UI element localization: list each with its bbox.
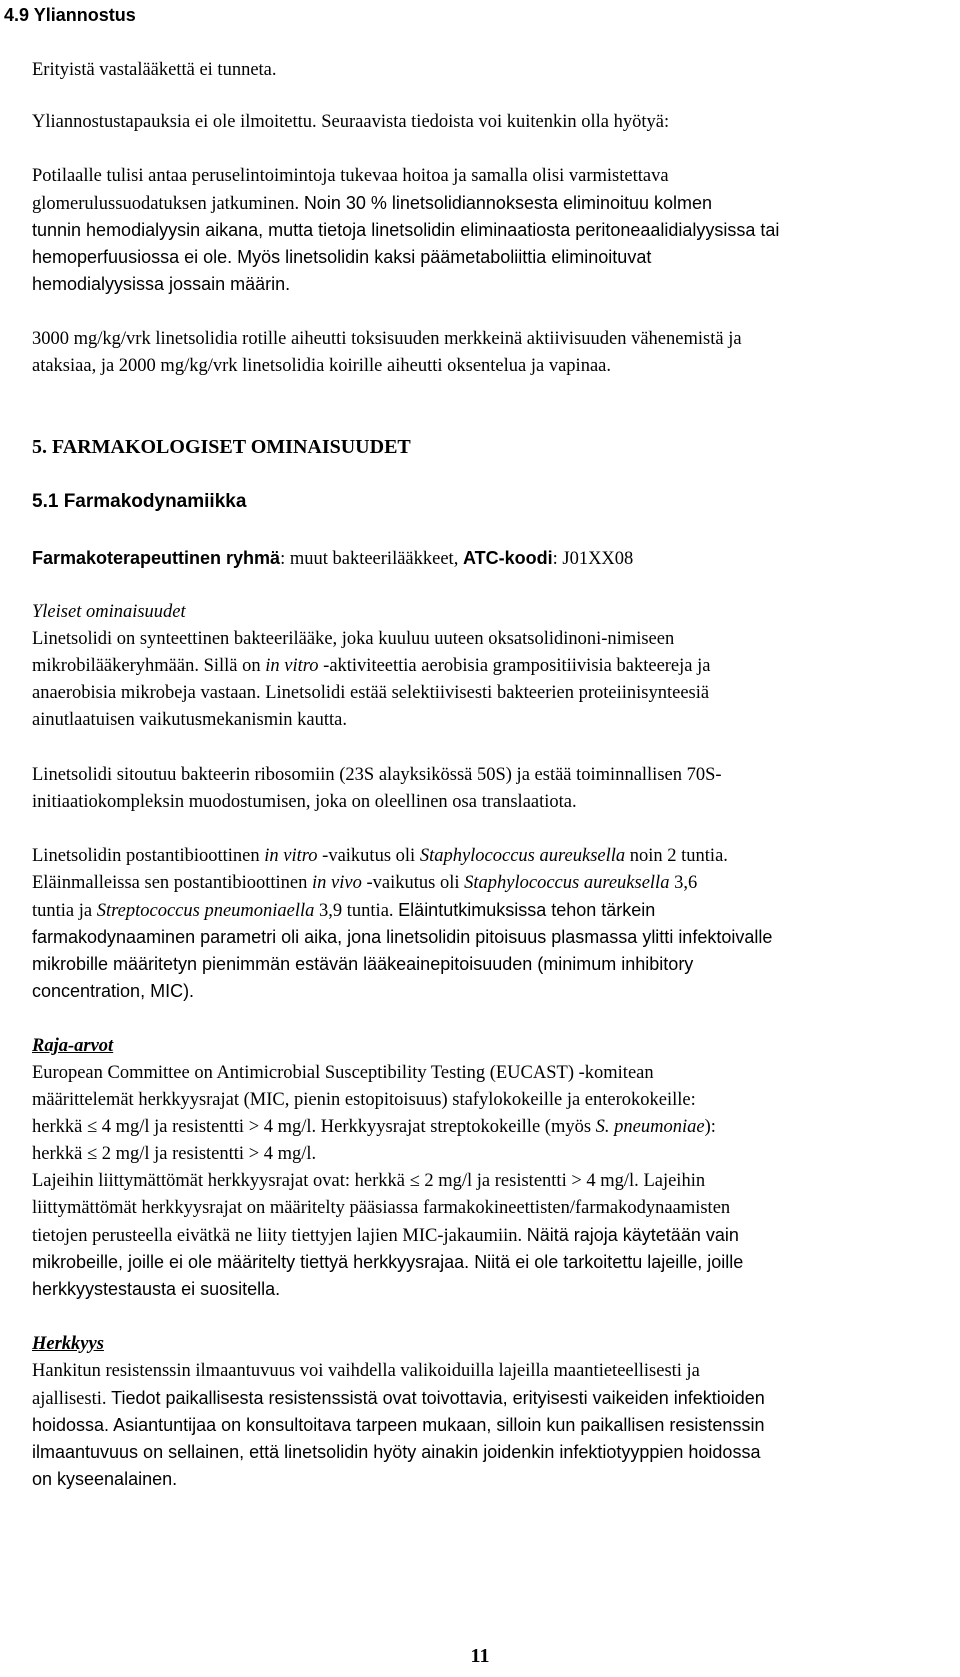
paragraph-line: ataksiaa, ja 2000 mg/kg/vrk linetsolidia koirille aiheutti oksentelua ja vapinaa. <box>32 356 611 376</box>
subheading-herkkyys: Herkkyys <box>32 1334 104 1354</box>
paragraph-line: Lajeihin liittymättömät herkkyysrajat ovat: herkkä ≤ 2 mg/l ja resistentti > 4 mg/l. Lajeihin <box>32 1171 706 1191</box>
paragraph-line: 3000 mg/kg/vrk linetsolidia rotille aiheutti toksisuuden merkkeinä aktiivisuuden vähenemistä ja <box>32 329 742 349</box>
paragraph-line: tietojen perusteella eivätkä ne liity tiettyjen lajien MIC-jakaumiin. Näitä rajoja käytetään vain <box>32 1225 739 1246</box>
paragraph-line: anaerobisia mikrobeja vastaan. Linetsolidi estää selektiivisesti bakteerien proteiinisynteesiä <box>32 683 710 703</box>
paragraph-line: on kyseenalainen. <box>32 1469 178 1489</box>
paragraph-line: Linetsolidi on synteettinen bakteerilääke, joka kuuluu uuteen oksatsolidinoni-nimiseen <box>32 629 675 649</box>
subheading-raja-arvot: Raja-arvot <box>32 1036 114 1056</box>
paragraph: Yliannostustapauksia ei ole ilmoitettu. Seuraavista tiedoista voi kuitenkin olla hyötyä: <box>32 112 670 132</box>
paragraph-line: Eläinmalleissa sen postantibioottinen in vivo -vaikutus oli Staphylococcus aureuksella 3,6 <box>32 873 698 893</box>
paragraph-line: hemodialyysissa jossain määrin. <box>32 274 291 294</box>
paragraph-line: ajallisesti. Tiedot paikallisesta resistenssistä ovat toivottavia, erityisesti vaikeiden infektioiden <box>32 1388 765 1409</box>
paragraph-line: Potilaalle tulisi antaa peruselintoimintoja tukevaa hoitoa ja samalla olisi varmistettava <box>32 166 669 186</box>
paragraph-line: farmakodynaaminen parametri oli aika, jona linetsolidin pitoisuus plasmassa ylitti infektoivalle <box>32 927 773 947</box>
paragraph-line: tuntia ja Streptococcus pneumoniaella 3,9 tuntia. Eläintutkimuksissa tehon tärkein <box>32 900 656 921</box>
paragraph-line: herkkä ≤ 4 mg/l ja resistentti > 4 mg/l. Herkkyysrajat streptokokeille (myös S. pneumoniae): <box>32 1117 716 1137</box>
paragraph-line: mikrobille määritetyn pienimmän estävän lääkeainepitoisuuden (minimum inhibitory <box>32 954 694 974</box>
paragraph-line: ainutlaatuisen vaikutusmekanismin kautta. <box>32 710 347 730</box>
paragraph: Erityistä vastalääkettä ei tunneta. <box>32 60 277 80</box>
section-5-1-heading: 5.1 Farmakodynamiikka <box>32 491 247 512</box>
paragraph-line: tunnin hemodialyysin aikana, mutta tietoja linetsolidin eliminaatiosta peritoneaalidialyysissa tai <box>32 220 780 240</box>
paragraph-line: ilmaantuvuus on sellainen, että linetsolidin hyöty ainakin joidenkin infektiotyyppien hoidossa <box>32 1442 761 1462</box>
paragraph-line: concentration, MIC). <box>32 981 195 1001</box>
paragraph-line: hoidossa. Asiantuntijaa on konsultoitava tarpeen mukaan, silloin kun paikallisen resistenssin <box>32 1415 765 1435</box>
paragraph-line: herkkä ≤ 2 mg/l ja resistentti > 4 mg/l. <box>32 1144 317 1164</box>
paragraph-line: liittymättömät herkkyysrajat on määritelty pääsiassa farmakokineettisten/farmakodynaamisten <box>32 1198 731 1218</box>
subheading-yleiset: Yleiset ominaisuudet <box>32 602 186 622</box>
paragraph-line: Hankitun resistenssin ilmaantuvuus voi vaihdella valikoiduilla lajeilla maantieteellisesti ja <box>32 1361 700 1381</box>
paragraph-line: herkkyystestausta ei suositella. <box>32 1279 281 1299</box>
page-number: 11 <box>470 1645 490 1667</box>
paragraph-line: Linetsolidi sitoutuu bakteerin ribosomiin (23S alayksikössä 50S) ja estää toiminnallisen 70S- <box>32 765 722 785</box>
atc-line: Farmakoterapeuttinen ryhmä: muut bakteerilääkkeet, ATC-koodi: J01XX08 <box>32 548 634 569</box>
paragraph-line: määrittelemät herkkyysrajat (MIC, pienin estopitoisuus) stafylokokeille ja enterokokeille: <box>32 1090 696 1110</box>
paragraph-line: Linetsolidin postantibioottinen in vitro -vaikutus oli Staphylococcus aureuksella noin 2 tuntia. <box>32 846 728 866</box>
paragraph-line: glomerulussuodatuksen jatkuminen. Noin 30 % linetsolidiannoksesta eliminoituu kolmen <box>32 193 713 214</box>
paragraph-line: hemoperfuusiossa ei ole. Myös linetsolidin kaksi päämetaboliittia eliminoituvat <box>32 247 652 267</box>
paragraph-line: mikrobeille, joille ei ole määritelty tiettyä herkkyysrajaa. Niitä ei ole tarkoitettu lajeille, joille <box>32 1252 744 1272</box>
paragraph-line: mikrobilääkeryhmään. Sillä on in vitro -aktiviteettia aerobisia grampositiivisia bakteereja ja <box>32 656 711 676</box>
paragraph-line: European Committee on Antimicrobial Susceptibility Testing (EUCAST) -komitean <box>32 1063 654 1083</box>
section-4-9-heading: 4.9 Yliannostus <box>4 5 136 25</box>
section-5-heading: 5. FARMAKOLOGISET OMINAISUUDET <box>32 436 411 458</box>
paragraph-line: initiaatiokompleksin muodostumisen, joka on oleellinen osa translaatiota. <box>32 792 577 812</box>
